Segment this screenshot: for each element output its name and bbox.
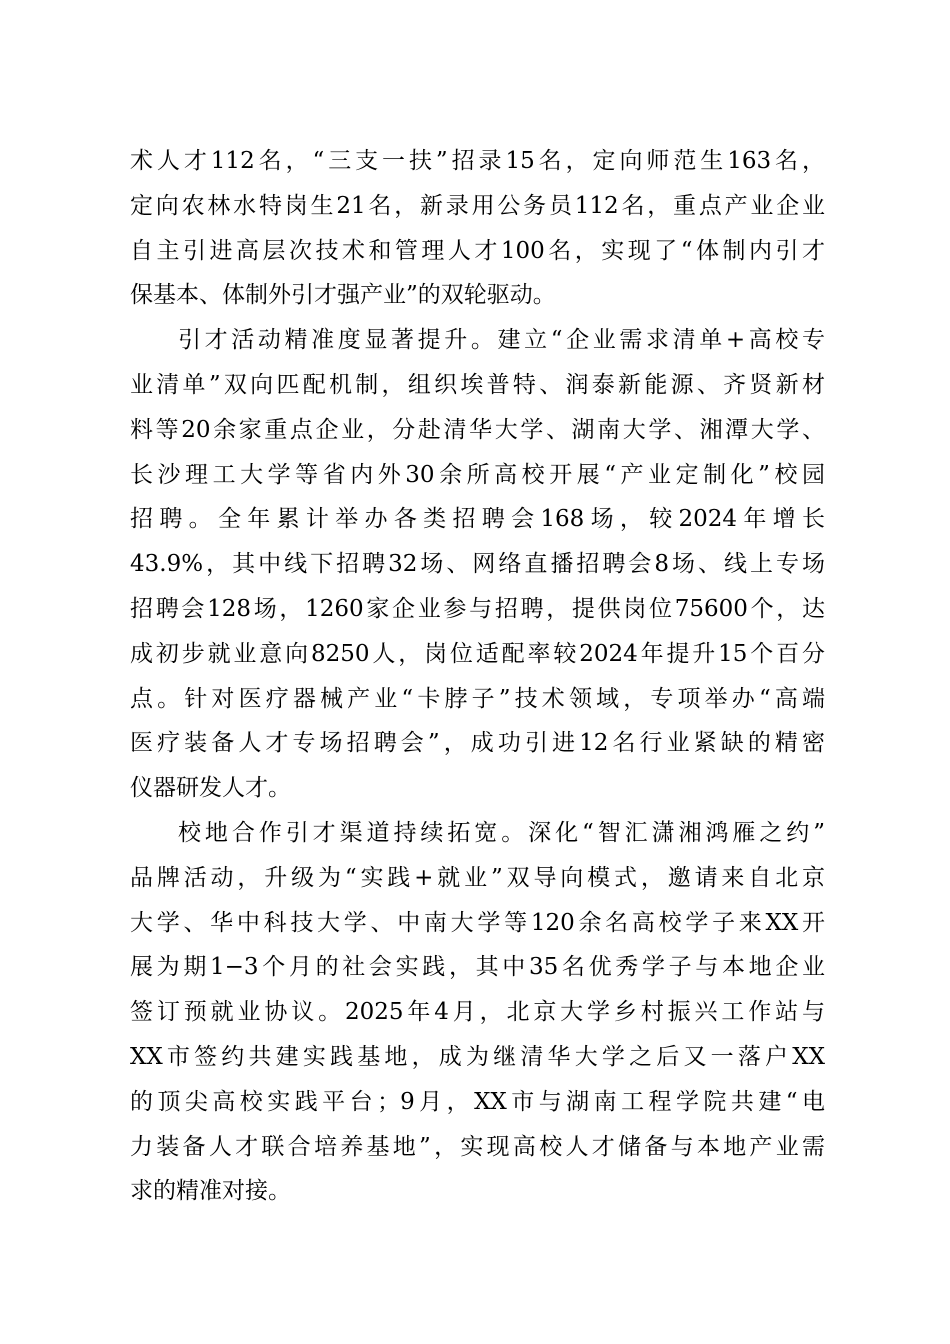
paragraph (130, 811, 825, 1214)
text-line: 点。针对医疗器械产业“卡脖子”技术领域，专项举办“高端 (130, 685, 825, 712)
text-line: 自主引进高层次技术和管理人才100名，实现了“体制内引才 (130, 237, 825, 264)
text-line: 品牌活动，升级为“实践+就业”双导向模式，邀请来自北京 (130, 864, 825, 891)
paragraph (130, 318, 825, 811)
text-line: XX市签约共建实践基地，成为继清华大学之后又一落户XX (130, 1043, 825, 1070)
text-line: 校地合作引才渠道持续拓宽。深化“智汇潇湘鸿雁之约” (178, 819, 825, 846)
text-line: 力装备人才联合培养基地”，实现高校人才储备与本地产业需 (130, 1133, 825, 1160)
text-line: 业清单”双向匹配机制，组织埃普特、润泰新能源、齐贤新材 (130, 371, 825, 398)
text-line: 仪器研发人才。 (130, 775, 291, 802)
text-line: 展为期1−3个月的社会实践，其中35名优秀学子与本地企业 (130, 954, 825, 981)
text-line: 大学、华中科技大学、中南大学等120余名高校学子来XX开 (130, 909, 825, 936)
text-line: 招聘。全年累计举办各类招聘会168场，较2024年增长 (130, 506, 825, 533)
text-line: 术人才112名，“三支一扶”招录15名，定向师范生163名， (130, 148, 825, 174)
text-line: 的顶尖高校实践平台；9月，XX市与湖南工程学院共建“电 (130, 1088, 825, 1115)
document-body (130, 139, 825, 1214)
text-line: 成初步就业意向8250人，岗位适配率较2024年提升15个百分 (130, 640, 825, 667)
text-line: 招聘会128场，1260家企业参与招聘，提供岗位75600个，达 (130, 595, 825, 622)
text-line: 医疗装备人才专场招聘会”，成功引进12名行业紧缺的精密 (130, 730, 825, 757)
text-line: 料等20余家重点企业，分赴清华大学、湖南大学、湘潭大学、 (130, 416, 825, 443)
text-line: 定向农林水特岗生21名，新录用公务员112名，重点产业企业 (130, 192, 825, 219)
text-line: 求的精准对接。 (130, 1178, 291, 1205)
text-line: 43.9%，其中线下招聘32场、网络直播招聘会8场、线上专场 (130, 551, 825, 578)
text-line: 签订预就业协议。2025年4月，北京大学乡村振兴工作站与 (130, 999, 825, 1026)
paragraph (130, 139, 825, 318)
text-line: 引才活动精准度显著提升。建立“企业需求清单+高校专 (178, 327, 825, 354)
text-line: 保基本、体制外引才强产业”的双轮驱动。 (130, 282, 556, 309)
text-line: 长沙理工大学等省内外30余所高校开展“产业定制化”校园 (130, 461, 825, 488)
